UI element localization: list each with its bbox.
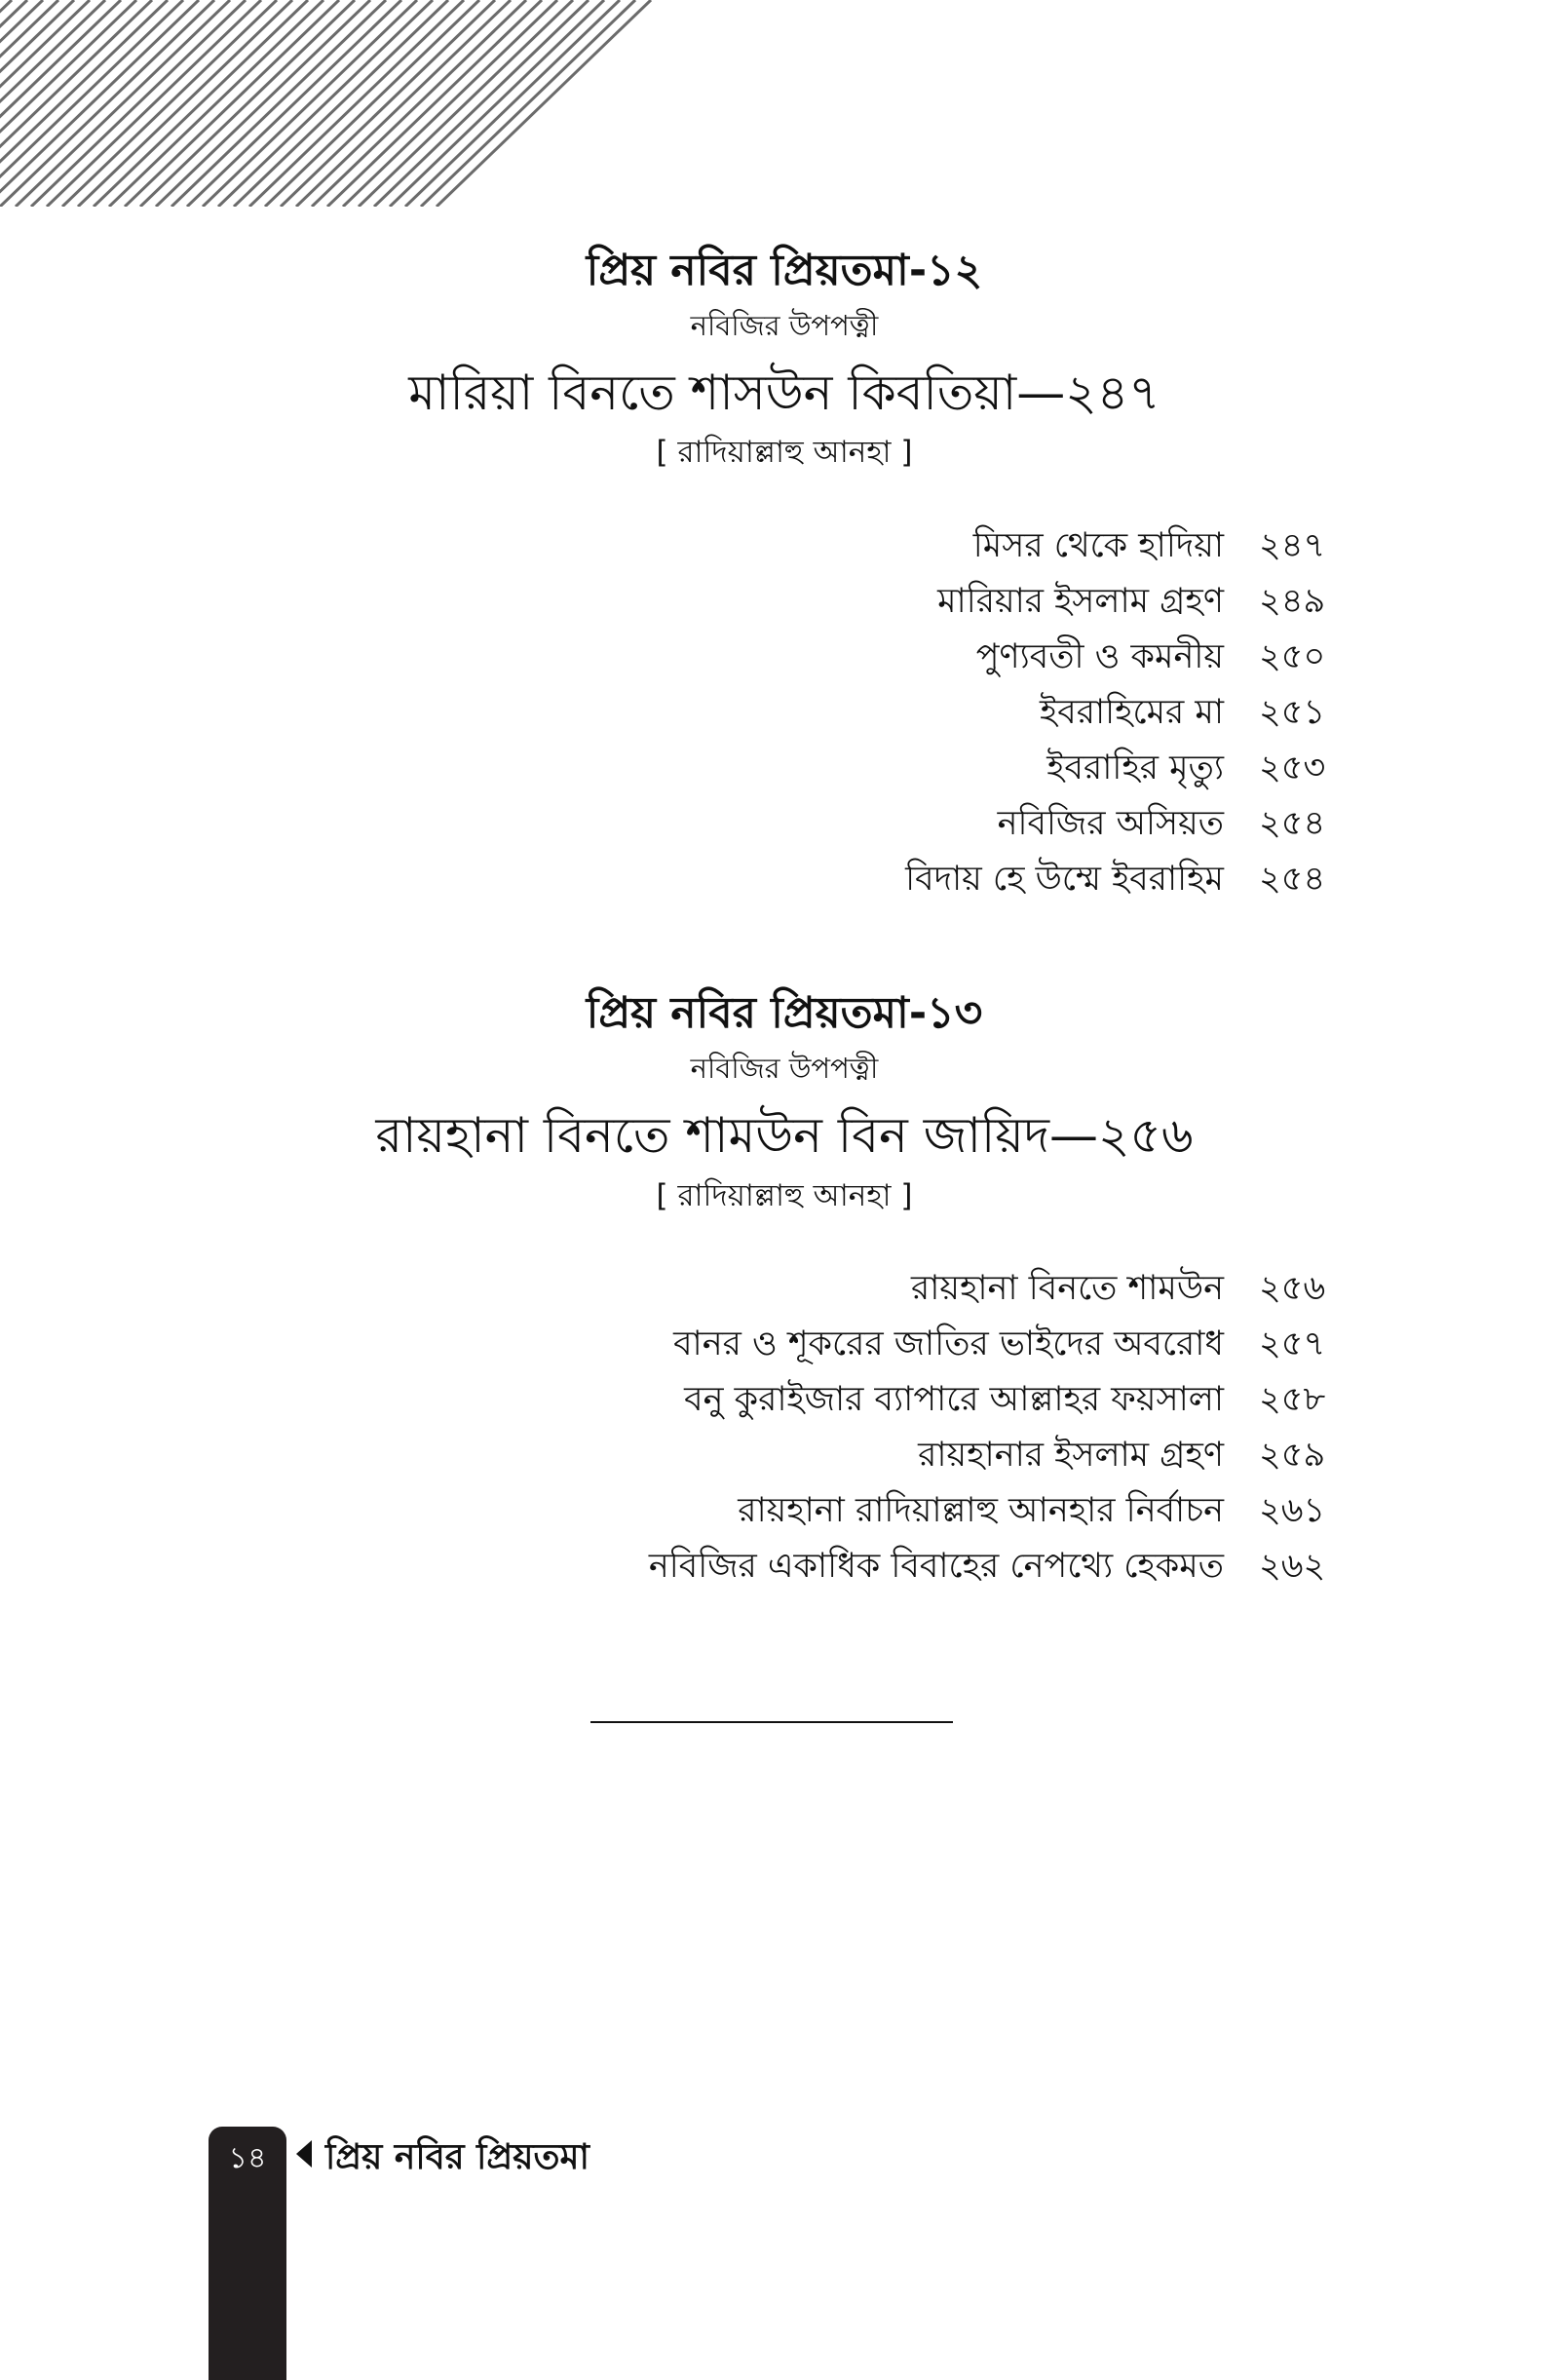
toc-entry-title: ইবরাহিমের মা <box>1040 693 1224 732</box>
toc-entry-page: ২৫১ <box>1259 693 1326 732</box>
toc-entry-title: নবিজির অসিয়ত <box>997 804 1224 843</box>
toc-entry[interactable] <box>911 1261 1345 1319</box>
toc-entry-page: ২৪৭ <box>1259 526 1326 565</box>
toc-entry[interactable] <box>905 852 1345 909</box>
toc-entry-title: বনু কুরাইজার ব্যাপারে আল্লাহর ফয়সালা <box>684 1380 1224 1419</box>
toc-entry-page: ২৫৩ <box>1259 749 1326 787</box>
stripe <box>265 0 479 207</box>
honorific: [ রাদিয়াল্লাহু আনহা ] <box>656 1178 913 1213</box>
stripe <box>405 0 620 207</box>
stripe <box>234 0 448 207</box>
page-number: ১৪ <box>228 2141 267 2175</box>
stripe <box>0 0 136 207</box>
toc-entry[interactable] <box>937 574 1345 632</box>
toc-entry-page: ২৫৭ <box>1259 1324 1326 1363</box>
stripe <box>156 0 370 207</box>
toc-entry-page: ২৬২ <box>1259 1547 1326 1586</box>
stripe <box>16 0 230 207</box>
stripe <box>0 0 214 207</box>
toc-entry[interactable] <box>649 1539 1345 1596</box>
toc-entry-page: ২৫৪ <box>1259 804 1326 843</box>
series-heading-13: প্রিয় নবির প্রিয়তমা-১৩ <box>586 988 983 1038</box>
toc-entry-title: রায়হানার ইসলাম গ্রহণ <box>918 1436 1224 1475</box>
page-number-tab <box>209 2127 286 2380</box>
stripe <box>125 0 339 207</box>
toc-entry-title: নবিজির একাধিক বিবাহের নেপথ্যে হেকমত <box>648 1547 1224 1586</box>
stripe <box>31 0 246 207</box>
running-title: প্রিয় নবির প্রিয়তমা <box>325 2137 589 2177</box>
stripe <box>78 0 292 207</box>
toc-entry[interactable] <box>998 796 1345 854</box>
honorific: [ রাদিয়াল্লাহু আনহা ] <box>656 435 913 470</box>
stripe <box>171 0 386 207</box>
toc-entry[interactable] <box>976 630 1345 687</box>
series-heading-12: প্রিয় নবির প্রিয়তমা-১২ <box>586 246 983 295</box>
toc-entry-page: ২৫০ <box>1259 637 1326 676</box>
toc-entry[interactable] <box>973 518 1345 576</box>
triangle-left-icon <box>296 2140 312 2168</box>
stripe <box>437 0 651 207</box>
toc-entry-title: বিদায় হে উম্মে ইবরাহিম <box>905 860 1224 899</box>
stripe <box>249 0 464 207</box>
stripe <box>109 0 323 207</box>
stripe <box>343 0 557 207</box>
toc-entry-title: রায়হানা রাদিয়াল্লাহু আনহার নির্বাচন <box>738 1491 1224 1530</box>
stripe <box>0 0 43 207</box>
chapter-title: মারিয়া বিনতে শাসউন কিবতিয়া—২৪৭ <box>408 365 1160 421</box>
stripe <box>327 0 542 207</box>
stripe <box>218 0 433 207</box>
toc-entry-title: ইবরাহির মৃত্যু <box>1046 749 1224 787</box>
stripe <box>47 0 261 207</box>
stripe <box>390 0 604 207</box>
toc-entry-page: ২৫৮ <box>1259 1380 1326 1419</box>
stripe <box>296 0 511 207</box>
decorative-stripes <box>0 0 663 207</box>
toc-entry-page: ২৫৯ <box>1259 1436 1326 1475</box>
toc-entry[interactable] <box>918 1428 1345 1485</box>
toc-entry-page: ২৫৬ <box>1259 1269 1326 1308</box>
toc-entry[interactable] <box>1046 741 1345 798</box>
stripe <box>421 0 635 207</box>
stripe <box>94 0 308 207</box>
toc-entry-page: ২৪৯ <box>1259 582 1326 621</box>
toc-entry-title: মারিয়ার ইসলাম গ্রহণ <box>937 582 1224 621</box>
stripe <box>62 0 277 207</box>
toc-entry[interactable] <box>738 1483 1345 1541</box>
section-subtitle: নবিজির উপপত্নী <box>690 309 879 342</box>
chapter-title: রায়হানা বিনতে শামউন বিন জায়িদ—২৫৬ <box>375 1107 1194 1164</box>
stripe <box>203 0 417 207</box>
stripe <box>312 0 526 207</box>
toc-entry-page: ২৬১ <box>1259 1491 1326 1530</box>
toc-entry-title: রায়হানা বিনতে শামউন <box>910 1269 1224 1308</box>
stripe <box>281 0 495 207</box>
stripe <box>374 0 589 207</box>
stripe <box>140 0 355 207</box>
section-end-rule <box>590 1721 953 1723</box>
stripe <box>359 0 573 207</box>
toc-entry-page: ২৫৪ <box>1259 860 1326 899</box>
toc-entry-title: মিসর থেকে হাদিয়া <box>972 526 1224 565</box>
toc-entry[interactable] <box>1040 685 1345 743</box>
stripe <box>187 0 401 207</box>
toc-entry[interactable] <box>684 1372 1345 1430</box>
toc-entry-title: বানর ও শূকরের জাতির ভাইদের অবরোধ <box>673 1324 1224 1363</box>
toc-entry-title: পুণ্যবতী ও কমনীয় <box>975 637 1224 676</box>
toc-entry[interactable] <box>673 1317 1345 1374</box>
section-subtitle: নবিজির উপপত্নী <box>690 1052 879 1085</box>
